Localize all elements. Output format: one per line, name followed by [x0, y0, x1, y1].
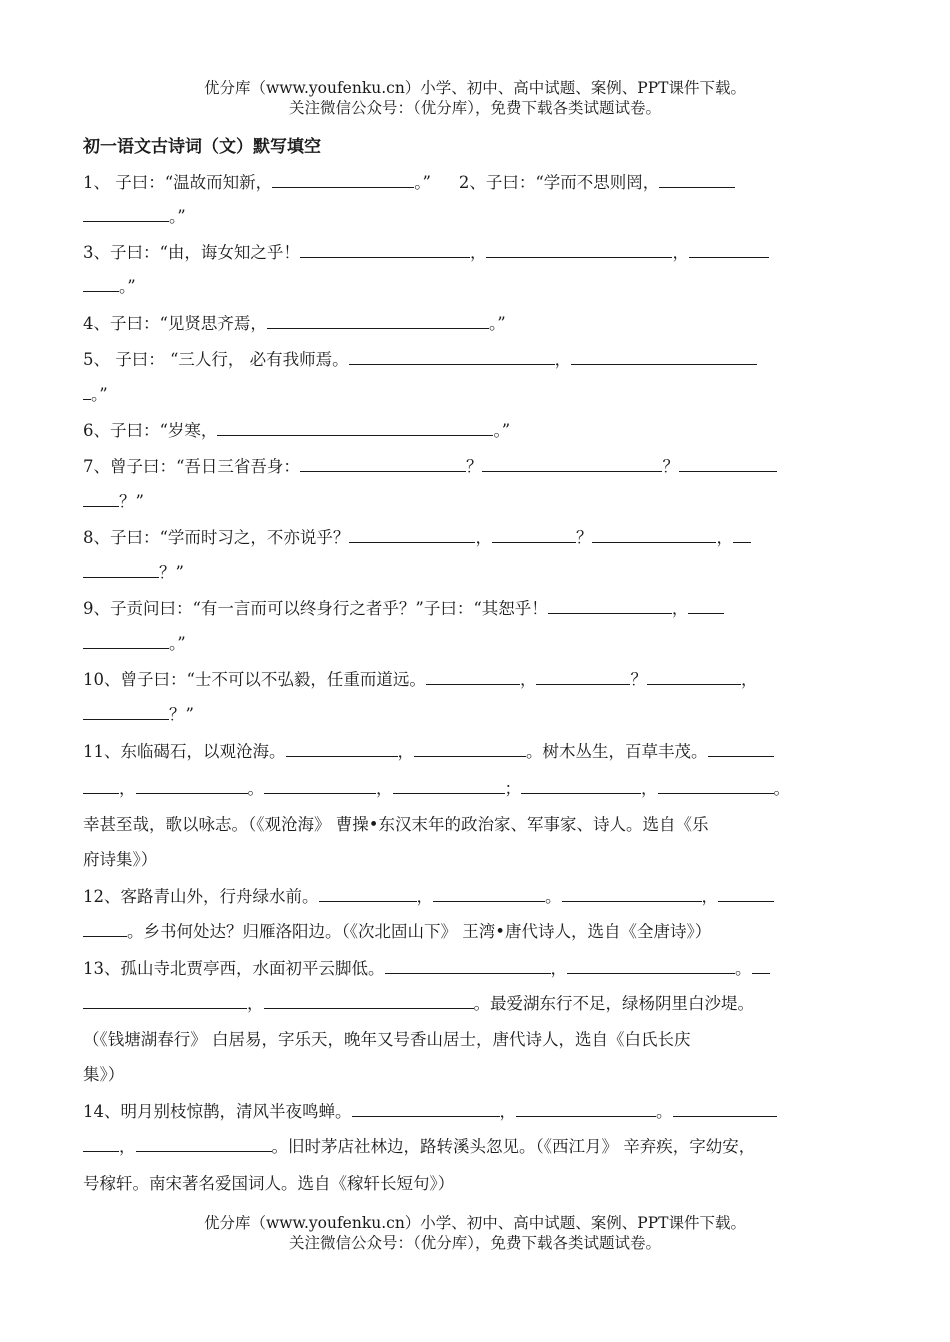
question-7-line-1: 7、曾子曰：“吾日三省吾身： ？ ？ [83, 456, 777, 478]
answer-blank [349, 527, 475, 543]
answer-blank [264, 778, 376, 794]
answer-blank [83, 562, 159, 578]
answer-blank [83, 778, 119, 794]
question-14-line-2: ， 。旧时茅店社林边，路转溪头忽见。（《西江月》 辛弃疾，字幼安， [83, 1136, 755, 1158]
answer-blank [571, 349, 757, 365]
question-12-line-2: 。乡书何处达？归雁洛阳边。（《次北固山下》 王湾•唐代诗人，选自《全唐诗》） [83, 921, 711, 943]
answer-blank [83, 276, 119, 292]
question-11-line-2: ， 。 ， ； ， 。 [83, 778, 790, 800]
answer-blank [482, 456, 662, 472]
question-5-line-1: 5、 子曰： “三人行， 必有我师焉。 ， [83, 349, 757, 371]
question-11-line-3: 幸甚至哉，歌以咏志。（《观沧海》 曹操•东汉末年的政治家、军事家、诗人。选自《乐 [83, 815, 709, 834]
question-14-line-1: 14、明月别枝惊鹊，清风半夜鸣蝉。 ， 。 [83, 1101, 777, 1123]
worksheet-title: 初一语文古诗词（文）默写填空 [83, 137, 321, 157]
question-11-line-1: 11、东临碣石，以观沧海。 ， 。树木丛生，百草丰茂。 [83, 741, 774, 763]
question-1-2-line-1: 1、 子曰：“温故而知新， 。” 2、子曰：“学而不思则罔， [83, 172, 735, 194]
answer-blank [83, 633, 169, 649]
answer-blank [83, 1136, 119, 1152]
answer-blank [733, 527, 751, 543]
question-3-line-2: 。” [83, 276, 136, 298]
question-6: 6、子曰：“岁寒， 。” [83, 421, 511, 440]
answer-blank [658, 778, 774, 794]
question-1-2-line-2: 。” [83, 206, 186, 228]
answer-blank [83, 491, 119, 507]
question-4: 4、子曰：“见贤思齐焉， 。” [83, 314, 506, 333]
question-11-line-4: 府诗集》） [83, 850, 158, 869]
answer-blank [718, 886, 774, 902]
answer-blank [385, 958, 551, 974]
question-10-line-2: ？” [83, 704, 194, 726]
question-7-line-2: ？” [83, 491, 144, 513]
question-13-line-1: 13、孤山寺北贾亭西，水面初平云脚低。 ， 。 [83, 958, 770, 980]
question-13-line-3: （《钱塘湖春行》 白居易，字乐天，晚年又号香山居士，唐代诗人，选自《白氏长庆 [83, 1030, 691, 1049]
answer-blank [426, 669, 520, 685]
answer-blank [521, 778, 641, 794]
question-8-line-1: 8、子曰：“学而时习之，不亦说乎？ ， ？ ， [83, 527, 751, 549]
answer-blank [136, 778, 248, 794]
answer-blank [264, 993, 474, 1009]
question-12-line-1: 12、客路青山外，行舟绿水前。 ， 。 ， [83, 886, 774, 908]
answer-blank [414, 741, 526, 757]
answer-blank [548, 598, 672, 614]
answer-blank [267, 313, 489, 329]
answer-blank [433, 886, 545, 902]
page-header [0, 78, 950, 118]
answer-blank [83, 384, 91, 400]
answer-blank [300, 456, 466, 472]
answer-blank [708, 741, 774, 757]
answer-blank [659, 172, 735, 188]
answer-blank [752, 958, 770, 974]
answer-blank [83, 921, 127, 937]
answer-blank [679, 456, 777, 472]
answer-blank [83, 993, 247, 1009]
answer-blank [83, 206, 169, 222]
question-13-line-4: 集》） [83, 1065, 125, 1084]
answer-blank [688, 598, 724, 614]
answer-blank [536, 669, 630, 685]
question-8-line-2: ？” [83, 562, 184, 584]
question-9-line-1: 9、子贡问曰：“有一言而可以终身行之者乎？”子曰：“其恕乎！ ， [83, 598, 724, 620]
question-13-line-2: ， 。最爱湖东行不足，绿杨阴里白沙堤。 [83, 993, 754, 1015]
answer-blank [217, 420, 493, 436]
question-14-line-3: 号稼轩。南宋著名爱国词人。选自《稼轩长短句》） [83, 1174, 455, 1193]
answer-blank [352, 1101, 500, 1117]
answer-blank [83, 704, 169, 720]
answer-blank [136, 1136, 272, 1152]
answer-blank [689, 242, 769, 258]
answer-blank [349, 349, 555, 365]
answer-blank [516, 1101, 656, 1117]
question-9-line-2: 。” [83, 633, 186, 655]
answer-blank [300, 242, 470, 258]
answer-blank [272, 172, 414, 188]
answer-blank [592, 527, 716, 543]
answer-blank [673, 1101, 777, 1117]
answer-blank [393, 778, 505, 794]
answer-blank [486, 242, 672, 258]
answer-blank [647, 669, 741, 685]
answer-blank [562, 886, 702, 902]
page-footer [0, 1213, 950, 1253]
question-3-line-1: 3、子曰：“由，诲女知之乎！ ， ， [83, 242, 769, 264]
question-5-line-2: 。” [83, 384, 108, 406]
header-line-2: 关注微信公众号：（优分库），免费下载各类试题试卷。 [288, 99, 661, 117]
footer-line-2: 关注微信公众号：（优分库），免费下载各类试题试卷。 [288, 1234, 661, 1252]
header-line-1: 优分库（www.youfenku.cn）小学、初中、高中试题、案例、PPT课件下载。 [203, 79, 747, 97]
answer-blank [319, 886, 417, 902]
footer-line-1: 优分库（www.youfenku.cn）小学、初中、高中试题、案例、PPT课件下载。 [203, 1214, 747, 1232]
answer-blank [286, 741, 398, 757]
answer-blank [567, 958, 735, 974]
answer-blank [492, 527, 576, 543]
question-10-line-1: 10、曾子曰：“士不可以不弘毅，任重而道远。 ， ？ ， [83, 670, 758, 689]
